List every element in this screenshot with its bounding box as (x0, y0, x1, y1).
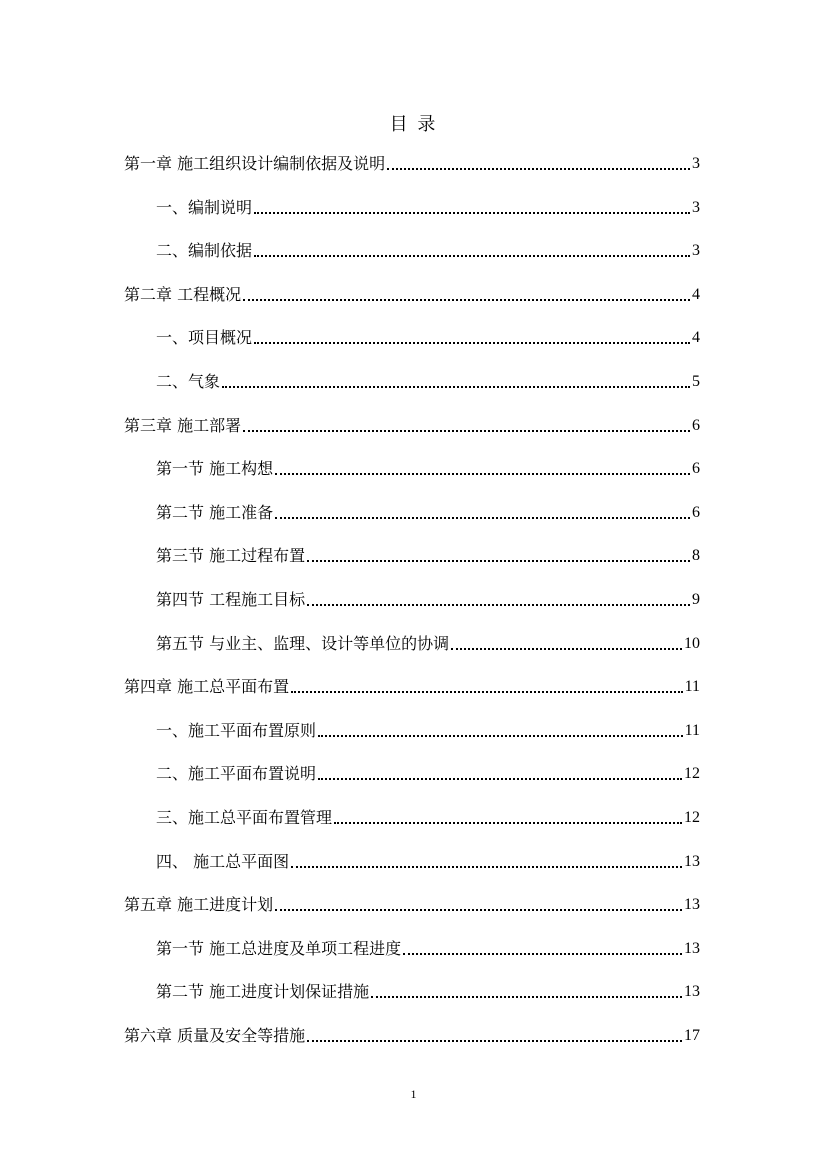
toc-entry-page: 4 (692, 285, 700, 303)
toc-chapter-entry[interactable] (124, 283, 700, 307)
toc-entry-title: 第三章 施工部署 (124, 415, 242, 435)
toc-section-entry[interactable] (124, 196, 700, 220)
toc-entry-title: 一、项目概况 (156, 328, 253, 348)
toc-entry-page: 6 (692, 503, 700, 521)
toc-section-entry[interactable] (124, 501, 700, 525)
toc-section-entry[interactable] (124, 326, 700, 350)
toc-dot-leader (318, 762, 682, 786)
toc-section-entry[interactable] (124, 850, 700, 874)
toc-dot-leader (222, 370, 690, 394)
toc-entry-title: 第四章 施工总平面布置 (124, 677, 290, 697)
toc-dot-leader (275, 893, 682, 917)
toc-section-entry[interactable] (124, 806, 700, 830)
toc-dot-leader (243, 414, 690, 438)
toc-entry-title: 第四节 工程施工目标 (156, 590, 306, 609)
toc-chapter-entry[interactable] (124, 414, 700, 438)
toc-entry-title: 第一节 施工总进度及单项工程进度 (156, 938, 402, 958)
toc-chapter-entry[interactable] (124, 675, 700, 699)
toc-entry-title: 第二节 施工准备 (156, 502, 274, 522)
page-number: 1 (410, 1087, 417, 1101)
toc-dot-leader (307, 1024, 682, 1048)
toc-entry-page: 3 (692, 155, 700, 172)
toc-section-entry[interactable] (124, 937, 700, 961)
toc-dot-leader (254, 326, 690, 350)
toc-dot-leader (371, 980, 682, 1004)
toc-entry-title: 第一节 施工构想 (156, 459, 274, 479)
toc-chapter-entry[interactable] (124, 893, 700, 917)
toc-dot-leader (403, 937, 682, 961)
toc-dot-leader (254, 239, 690, 263)
toc-entry-title: 二、施工平面布置说明 (156, 764, 317, 784)
toc-section-entry[interactable] (124, 544, 700, 568)
toc-entry-page: 12 (684, 809, 700, 826)
toc-chapter-entry[interactable] (124, 1024, 700, 1048)
toc-entry-title: 一、编制说明 (156, 197, 253, 217)
toc-section-entry[interactable] (124, 239, 700, 263)
toc-dot-leader (307, 588, 690, 612)
toc-entry-page: 13 (684, 896, 700, 914)
page-title: 目 录 (389, 114, 438, 135)
toc-section-entry[interactable] (124, 719, 700, 743)
toc-entry-title: 四、 施工总平面图 (156, 851, 290, 871)
toc-dot-leader (291, 850, 682, 874)
toc-entry-page: 5 (692, 373, 700, 390)
toc-entry-page: 6 (692, 460, 700, 478)
toc-entry-title: 第五节 与业主、监理、设计等单位的协调 (156, 633, 450, 653)
toc-entry-page: 11 (684, 721, 700, 739)
toc-section-entry[interactable] (124, 457, 700, 481)
toc-section-entry[interactable] (124, 370, 700, 394)
toc-entry-page: 10 (684, 634, 700, 652)
toc-dot-leader (318, 719, 683, 743)
toc-entry-title: 一、施工平面布置原则 (156, 720, 317, 740)
toc-entry-page: 8 (692, 547, 700, 565)
toc-entry-title: 第三节 施工过程布置 (156, 546, 306, 566)
toc-entry-title: 第六章 质量及安全等措施 (124, 1026, 306, 1045)
toc-dot-leader (451, 632, 682, 656)
toc-entry-title: 第二章 工程概况 (124, 284, 242, 304)
toc-section-entry[interactable] (124, 588, 700, 612)
toc-entry-title: 三、施工总平面布置管理 (156, 808, 333, 827)
toc-entry-title: 第五章 施工进度计划 (124, 895, 274, 915)
toc-entry-page: 3 (692, 198, 700, 216)
toc-dot-leader (334, 806, 682, 830)
toc-entry-title: 第二节 施工进度计划保证措施 (156, 982, 370, 1002)
toc-entry-title: 第一章 施工组织设计编制依据及说明 (124, 154, 386, 173)
toc-dot-leader (291, 675, 683, 699)
toc-entry-page: 17 (684, 1027, 700, 1044)
toc-entry-page: 11 (684, 678, 700, 696)
toc-dot-leader (243, 283, 690, 307)
toc-dot-leader (254, 196, 690, 220)
toc-section-entry[interactable] (124, 762, 700, 786)
toc-dot-leader (275, 501, 690, 525)
toc-entry-title: 二、气象 (156, 372, 221, 391)
toc-entry-page: 12 (684, 765, 700, 783)
toc-entry-page: 13 (684, 852, 700, 870)
toc-entry-page: 13 (684, 939, 700, 957)
toc-entry-title: 二、编制依据 (156, 241, 253, 261)
toc-dot-leader (275, 457, 690, 481)
toc-chapter-entry[interactable] (124, 152, 700, 176)
toc-dot-leader (307, 544, 690, 568)
toc-entry-page: 3 (692, 242, 700, 260)
toc-entry-page: 6 (692, 416, 700, 434)
toc-entry-page: 9 (692, 591, 700, 608)
toc-section-entry[interactable] (124, 632, 700, 656)
toc-entry-page: 4 (692, 329, 700, 347)
toc-entry-page: 13 (684, 983, 700, 1001)
toc-section-entry[interactable] (124, 980, 700, 1004)
toc-dot-leader (387, 152, 690, 176)
